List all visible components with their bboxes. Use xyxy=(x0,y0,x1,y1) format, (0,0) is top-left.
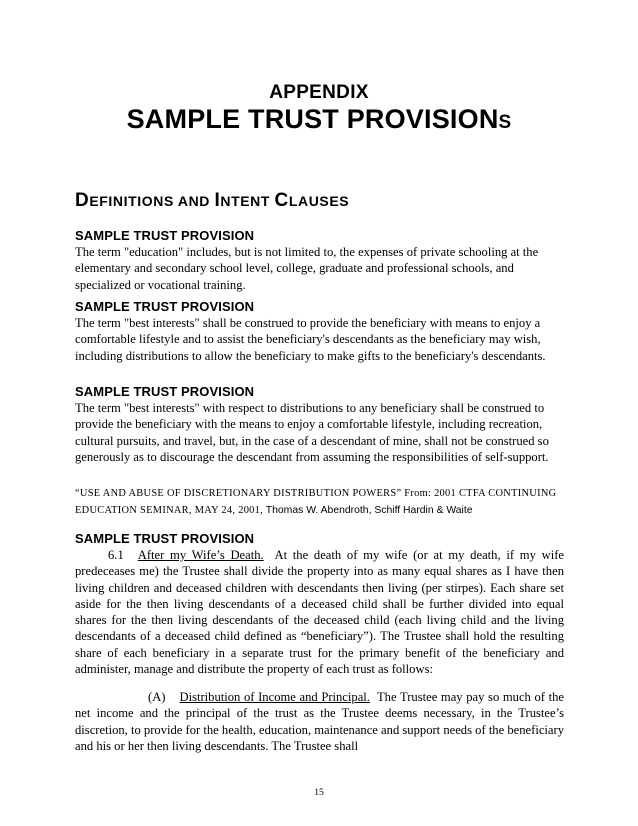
section-body: At the death of my wife (or at my death, if my wife predeceases me) the Trustee shall divide the property into as many equal shares as I have then living children and deceased children with descendants then living (per stirpes). Each share set aside for the then living descendants of a deceased child shall be further divided into equal shares for the then living descendants of the deceased child (each living child and the living descendants of a deceased child defined as “beneficiary”). The Trustee shall hold the resulting share of each beneficiary in a separate trust for the primary benefit of the beneficiary and administer, manage and distribute the property of each trust as follows: xyxy=(75,548,564,677)
provision-6-1 xyxy=(75,531,564,677)
provision-best-interests-1 xyxy=(75,299,565,364)
provision-text: The term "best interests" shall be construed to provide the beneficiary with means to enjoy a comfortable lifestyle and to assist the beneficiary's descendants as the beneficiary may wish, including distributions to allow the beneficiary to make gifts to the beneficiary's descendants. xyxy=(75,316,546,363)
provision-6-1-body xyxy=(75,547,564,677)
page-title-main: SAMPLE TRUST PROVISION xyxy=(126,104,499,134)
section-heading-cap-1: D xyxy=(75,190,90,211)
citation xyxy=(75,485,570,519)
section-number: 6.1 xyxy=(108,548,124,562)
provision-label: SAMPLE TRUST PROVISION xyxy=(75,384,255,399)
provision-education xyxy=(75,228,565,293)
page-number: 15 xyxy=(314,788,324,798)
appendix-heading: APPENDIX xyxy=(269,82,369,103)
provision-6-1-A-body xyxy=(75,689,564,754)
section-heading-rest-1: EFINITIONS AND xyxy=(89,193,215,209)
citation-source: “USE AND ABUSE OF DISCRETIONARY DISTRIBUTION POWERS” From: 2001 CTFA CONTINUING EDUCATION SEMINAR, MAY 24, 2001, xyxy=(75,488,557,516)
provision-label: SAMPLE TRUST PROVISION xyxy=(75,228,255,243)
subsection-heading-underlined: Distribution of Income and Principal. xyxy=(179,690,370,704)
provision-best-interests-2 xyxy=(75,384,565,466)
section-heading-underlined: After my Wife’s Death. xyxy=(137,548,264,562)
provision-text: The term "best interests" with respect to distributions to any beneficiary shall be construed to provide the beneficiary with the means to enjoy a comfortable lifestyle, including recreation, cultural pursuits, and travel, but, in the case of a descendant of mine, shall not be construed so generously as to discourage the descendant from assuming the responsibilities of self-support. xyxy=(75,401,549,465)
provision-text: The term "education" includes, but is not limited to, the expenses of private schooling at the elementary and secondary school level, college, graduate and professional schools, and specialized or vocational training. xyxy=(75,245,539,292)
citation-author: Thomas W. Abendroth, Schiff Hardin & Waite xyxy=(263,505,473,516)
provision-label: SAMPLE TRUST PROVISION xyxy=(75,299,255,314)
section-heading-cap-2: I xyxy=(214,190,221,211)
provision-label: SAMPLE TRUST PROVISION xyxy=(75,531,255,546)
section-heading-rest-2: NTENT xyxy=(220,193,275,209)
subsection-body: The Trustee may pay so much of the net income and the principal of the trust as the Trustee deems necessary, in the Trustee’s discretion, to provide for the health, education, maintenance and support needs of the beneficiary and his or her then living descendants. The Trustee shall xyxy=(75,690,564,753)
section-heading-rest-3: LAUSES xyxy=(288,193,350,209)
subsection-letter: (A) xyxy=(148,690,166,704)
section-heading-cap-3: C xyxy=(274,190,289,211)
page-title xyxy=(0,104,638,135)
page-title-suffix: S xyxy=(498,112,512,133)
section-heading xyxy=(75,190,349,212)
provision-6-1-A xyxy=(75,689,564,754)
